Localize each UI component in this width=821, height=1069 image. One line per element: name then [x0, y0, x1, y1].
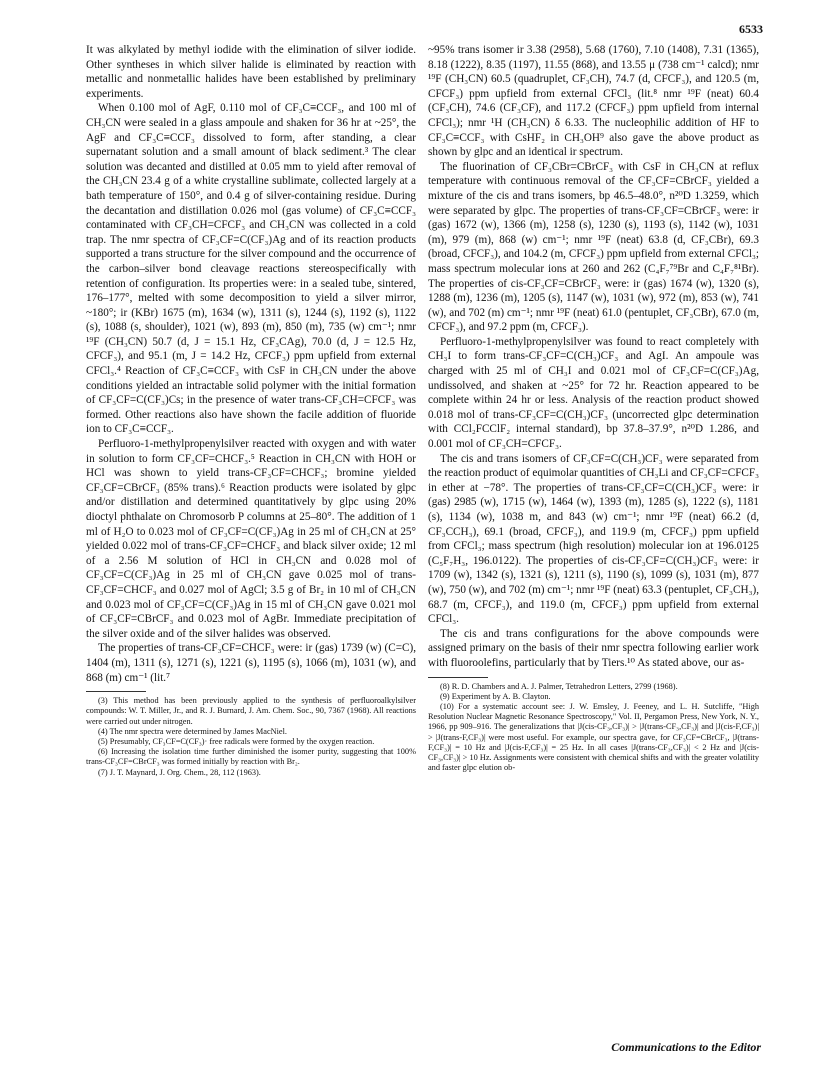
footnote: (4) The nmr spectra were determined by James MacNiel. [98, 726, 287, 736]
paragraph: The cis and trans isomers of CF₃CF=C(CH₃)CF₃ were separated from the reaction product of equimolar quantities of CH₃Li and CF₃CF=CFCF₃ in ether at −78°. The properties of trans-CF₃CF=C(CH₃)CF₃ were: ir (gas) 2985 (w), 1715 (w), 1464 (w), 1393 (m), 1285 (s), 1222 (s), 1181 (s), 1134 (w), 1038 m, and 843 (w) cm⁻¹; nmr ¹⁹F (neat) 66.2 (d, CF₃CCH₃), 69.1 (broad, CFCF₃), and 119.9 (m, CFCF₃) ppm upfield from CFCl₃; mass spectrum (high resolution) molecular ion at 196.0125 (C₅F₇H₃, 196.0122). The properties of cis-CF₃CF=C(CH₃)CF₃ were: ir 1709 (w), 1342 (s), 1321 (s), 1211 (s), 1190 (s), 1099 (s), 1031 (m), 877 (w), 750 (w), and 702 (m) cm⁻¹; nmr ¹⁹F (neat) 63.3 (pentuplet, CF₃CH₃), 68.7 (m, CFCF₃), and 119.0 (m, CFCF₃) ppm upfield from external CFCl₃. [428, 452, 759, 626]
footnote: (6) Increasing the isolation time further diminished the isomer purity, suggesting that 100% trans-CF₃CF=CBrCF₃ was formed initially by reaction with Br₂. [86, 747, 416, 767]
paragraph: Perfluoro-1-methylpropenylsilver was found to react completely with CH₃I to form trans-CF₃CF=C(CH₃)CF₃ and AgI. An ampoule was charged with 25 ml of CH₃I and 0.021 mol of CF₃CF=C(CF₃)Ag, undissolved, and shaken at ~25° for 72 hr. Reaction appeared to be complete within 24 hr or less. Analysis of the reaction product showed 0.018 mol of trans-CF₃CF=C(CH₃)CF₃ (uncorrected glpc determination with CCl₂FCClF₂ internal standard), bp 37.8–37.9°, n²⁰D 1.286, and 0.001 mol of CF₃CH=CFCF₃. [428, 335, 759, 451]
journal-section-footer: Communications to the Editor [611, 1040, 761, 1054]
footnote: (10) For a systematic account see: J. W. Emsley, J. Feeney, and L. H. Sutcliffe, "High Resolution Nuclear Magnetic Resonance Spectroscopy," Vol. II, Pergamon Press, New York, N. Y., 1966, pp 909–916. The generalizations that |J(cis-CF₃,CF₃)| > |J(trans-CF₃,CF₃)| and |J(cis-F,CF₃)| > |J(trans-F,CF₃)| were most useful. For example, our spectra gave, for CF₃CF=CBrCF₃, |J(trans-F,CF₃)| = 10 Hz and |J(cis-F,CF₃)| = 25 Hz. In all cases |J(trans-CF₃,CF₃)| < 2 Hz and |J(cis-CF₃,CF₃)| > 10 Hz. Assignments were consistent with chemical shifts and with the greater volatility and faster glpc elution ob- [428, 701, 759, 773]
footnote: (8) R. D. Chambers and A. J. Palmer, Tetrahedron Letters, 2799 (1968). [440, 681, 678, 691]
footnote-rule [86, 691, 146, 692]
page-number: 6533 [739, 22, 763, 36]
left-column [86, 43, 416, 778]
footnote: (5) Presumably, CF₃CF=C(CF₃)· free radicals were formed by the oxygen reaction. [98, 736, 375, 746]
paragraph: The cis and trans configurations for the above compounds were assigned primary on the basis of their nmr spectra following earlier work with fluoroolefins, particularly that by Tiers.¹⁰ As stated above, our as- [428, 627, 759, 669]
footnote: (9) Experiment by A. B. Clayton. [440, 691, 551, 701]
paragraph: When 0.100 mol of AgF, 0.110 mol of CF₃C≡CCF₃, and 100 ml of CH₃CN were sealed in a glass ampoule and shaken for 36 hr at ~25°, the AgF and CF₃C≡CCF₃ dissolved to form, after standing, a clear supernatant solution and a small amount of black sediment.³ The clear solution was decanted and distilled at 0.05 mm to yield after removal of the CH₃CN 23.4 g of a white crystalline sublimate, collected largely at a bath temperature of 150°, and 0.4 g of silver-containing residue. During the decantation and distillation 0.026 mol (gas volume) of CF₃C≡CCF₃ contaminated with CF₃CH=CFCF₃ and CH₃CN was collected in a cold trap. The nmr spectra of CF₃CF=C(CF₃)Ag and of its reaction products supported a trans structure for the silver compound and the occurrence of the carbon–silver bond cleavage reactions stereospecifically with retention of configuration. Its properties were: in a sealed tube, sintered, 176–177°, melted with some decomposition to yield a silver mirror, ~180°; ir (KBr) 1675 (m), 1634 (w), 1311 (s), 1244 (s), 1192 (s), 1122 (s), 1088 (s, shoulder), 1021 (w), 893 (m), 850 (m), 735 (w) cm⁻¹; nmr ¹⁹F (CH₃CN) 50.7 (d, J = 15.1 Hz, CF₃CAg), 70.0 (d, J = 12.5 Hz, CFCF₃), and 95.1 (m, J = 14.2 Hz, CFCF₃) ppm upfield from external CFCl₃.⁴ Reaction of CF₃C≡CCF₃ with CsF in CH₃CN under the above conditions yielded an intractable solid polymer with the initial formation of CF₃CF=C(CF₃)Cs; in the presence of water trans-CF₃CH=CFCF₃ was formed. Other reactions also have shown the facile addition of fluoride ion to CF₃C≡CCF₃. [86, 102, 416, 436]
footnote: (7) J. T. Maynard, J. Org. Chem., 28, 112 (1963). [98, 767, 261, 777]
paragraph: The properties of trans-CF₃CF=CHCF₃ were: ir (gas) 1739 (w) (C=C), 1404 (m), 1311 (s), 1271 (s), 1221 (s), 1195 (s), 1066 (m), 1031 (w), and 868 (m) cm⁻¹ (lit.⁷ [86, 642, 416, 684]
footnote-rule [428, 677, 488, 678]
paragraph: It was alkylated by methyl iodide with the elimination of silver iodide. Other syntheses in which silver halide is eliminated by reaction with metallic and nonmetallic halides have been established by preliminary experiments. [86, 44, 416, 100]
paragraph: Perfluoro-1-methylpropenylsilver reacted with oxygen and with water in solution to form CF₃CF=CHCF₃.⁵ Reaction in CH₃CN with HOH or HCl was shown to yield trans-CF₃CF=CHCF₃; bromine yielded CF₃CF=CBrCF₃ (85% trans).⁶ Reaction products were isolated by glpc and/or distillation and determined quantitatively by glpc using 20% dioctyl phthalate on Chromosorb P columns at 25–80°. The addition of 1 ml of H₂O to 0.023 mol of CF₃CF=C(CF₃)Ag in 25 ml of CH₃CN at 25° yielded 0.022 mol of trans-CF₃CF=CHCF₃ and black silver oxide; 12 ml of a 2.56 M solution of HCl in CH₃CN and 0.028 mol of CF₃CF=C(CF₃)Ag in 25 ml of CH₃CN gave 0.025 mol of trans-CF₃CF=CHCF₃ and 0.027 mol of AgCl; 3.5 g of Br₂ in 10 ml of CH₃CN and 0.023 mol of CF₃CF=C(CF₃)Ag in 15 ml of CH₃CN gave 0.021 mol of CF₃CF=CBrCF₃ and 0.023 mol of AgBr. Immediate precipitation of the silver oxide and of the silver halides was observed. [86, 438, 416, 640]
paragraph: The fluorination of CF₃CBr=CBrCF₃ with CsF in CH₃CN at reflux temperature with continuous removal of the CF₃CF=CBrCF₃ yielded a mixture of the cis and trans isomers, bp 46.5–48.0°, n²⁰D 1.3259, which were separated by glpc. The properties of trans-CF₃CF=CBrCF₃ were: ir (gas) 1672 (w), 1366 (m), 1258 (s), 1230 (s), 1193 (s), 1142 (w), 1031 (m), 979 (m), 868 (w) cm⁻¹; nmr ¹⁹F (neat) 63.8 (d, CF₃CBr), 69.3 (broad, CFCF₃), and 104.2 (m, CFCF₃) ppm upfield from external CFCl₃; mass spectrum molecular ions at 260 and 262 (C₄F₇⁷⁹Br and C₄F₇⁸¹Br). The properties of cis-CF₃CF=CBrCF₃ were: ir (gas) 1674 (w), 1320 (s), 1288 (m), 1236 (m), 1205 (s), 1147 (w), 1031 (w), 972 (m), 853 (w), 741 (w), and 702 (m) cm⁻¹; nmr ¹⁹F (neat) 61.0 (pentuplet, CF₃CBr), 67.0 (m, CFCF₃), and 97.2 ppm (m, CFCF₃). [428, 160, 759, 334]
footnote: (3) This method has been previously applied to the synthesis of perfluoroalkylsilver compounds: W. T. Miller, Jr., and R. J. Burnard, J. Am. Chem. Soc., 90, 7367 (1968). All reactions were carried out under nitrogen. [86, 696, 416, 726]
right-column [428, 43, 759, 773]
paragraph: ~95% trans isomer ir 3.38 (2958), 5.68 (1760), 7.10 (1408), 7.31 (1365), 8.18 (1222), 8.35 (1197), 11.55 (868), and 13.55 μ (738 cm⁻¹ calcd); nmr ¹⁹F (CH₃CN) 60.5 (quadruplet, CF₃CH), 74.7 (d, CFCF₃), and 120.5 (m, CFCF₃) ppm upfield from external CFCl₃ (lit.⁸ nmr ¹⁹F (neat) 60.4 (CF₃CH), 74.6 (CF₃CF), and 117.2 (CFCF₃) ppm upfield from internal CFCl₃); nmr ¹H (CH₃CN) δ 6.33. The nucleophilic addition of HF to CF₃C≡CCF₃ with CsHF₂ in CH₃OH⁹ also gave the above product as shown by glpc and an identical ir spectrum. [428, 44, 759, 159]
